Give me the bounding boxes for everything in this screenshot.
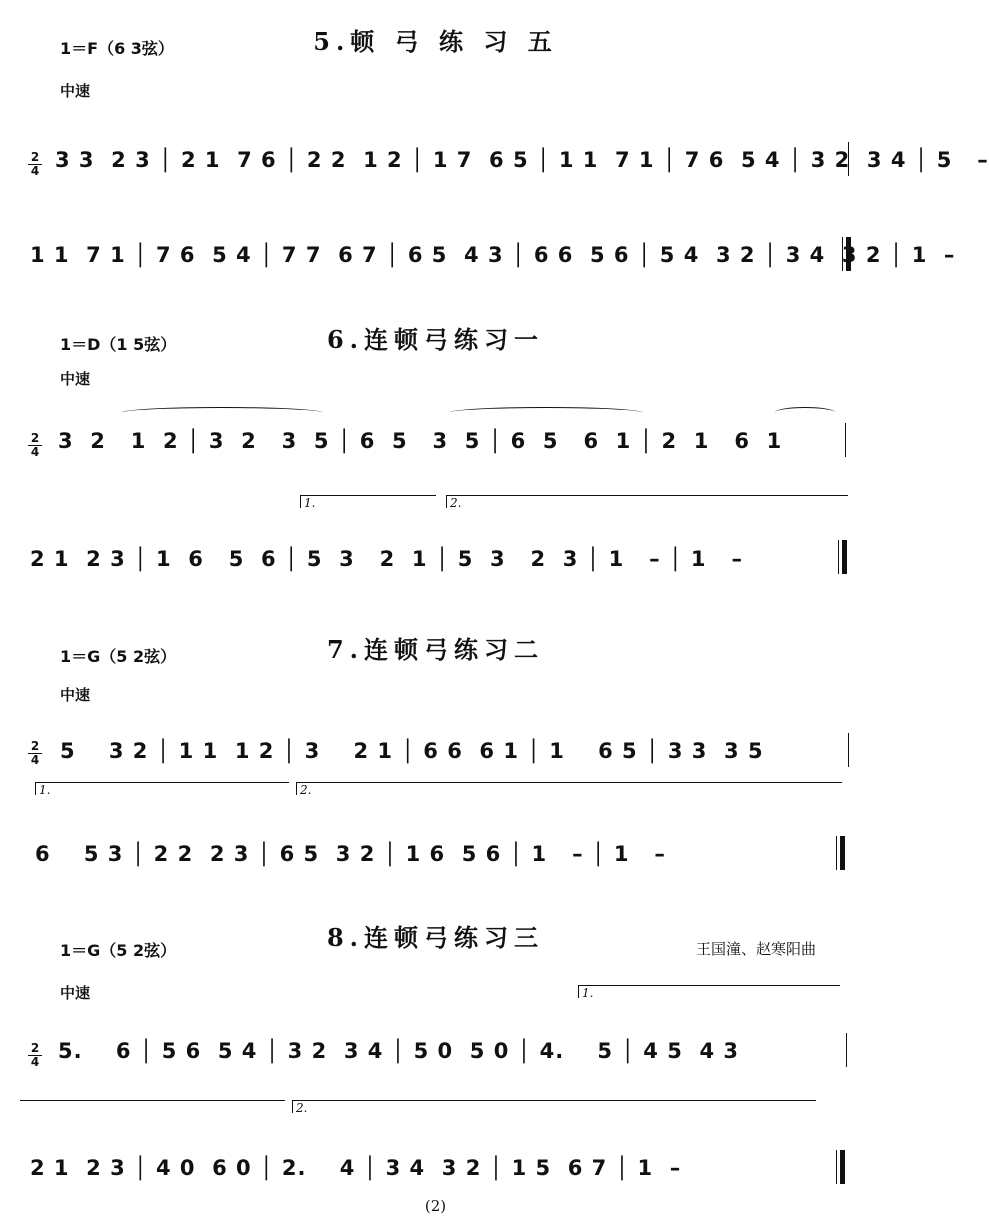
- notes-line: 6 5 3 │ 2 2 2 3 │ 6 5 3 2 │ 1 6 5 6 │ 1 – │ 1 –: [35, 842, 666, 866]
- tempo-marking: 中速: [60, 686, 91, 704]
- staff-line: [0, 205, 956, 275]
- exercise-title: 8.连顿弓练习三: [326, 923, 545, 952]
- tempo-marking: 中速: [60, 82, 91, 100]
- time-signature: 2 4: [28, 433, 42, 458]
- staff-line: [0, 705, 871, 775]
- key-signature: 1＝D（1 5弦）: [60, 335, 177, 354]
- key-signature: 1＝G（5 2弦）: [60, 647, 177, 666]
- exercise-title: 5.顿 弓 练 习 五: [313, 27, 558, 56]
- notes-line: 3 3 2 3 │ 2 1 7 6 │ 2 2 1 2 │ 1 7 6 5 │ 1 1 7 1 │ 7 6 5 4 │ 3 2 3 4 │ 5 –: [55, 148, 989, 172]
- final-barline: [842, 237, 851, 271]
- time-signature: 2 4: [28, 152, 42, 177]
- volta-first-ending: 1.: [300, 495, 436, 508]
- notes-line: 2 1 2 3 │ 4 0 6 0 │ 2. 4 │ 3 4 3 2 │ 1 5 6 7 │ 1 –: [30, 1156, 682, 1180]
- final-barline: [836, 1150, 845, 1184]
- tempo-marking: 中速: [60, 984, 91, 1002]
- volta-second-ending: 2.: [296, 782, 842, 795]
- staff-line: [0, 985, 871, 1069]
- staff-line: [0, 395, 871, 465]
- volta-second-ending: 2.: [446, 495, 848, 508]
- barline: [848, 142, 849, 176]
- notes-line: 1 1 7 1 │ 7 6 5 4 │ 7 7 6 7 │ 6 5 4 3 │ 6 6 5 6 │ 5 4 3 2 │ 3 4 3 2 │ 1 –: [30, 243, 956, 267]
- time-signature: 2 4: [28, 1043, 42, 1068]
- barline: [846, 1033, 847, 1067]
- exercise-title: 6.连顿弓练习一: [326, 325, 545, 354]
- volta-first-ending: 1.: [35, 782, 289, 795]
- time-signature: 2 4: [28, 741, 42, 766]
- staff-line: [0, 495, 871, 571]
- final-barline: [836, 836, 845, 870]
- staff-line: [0, 110, 989, 180]
- composer-credit: 王国潼、赵寒阳曲: [695, 940, 816, 958]
- notes-line: 5 3 2 │ 1 1 1 2 │ 3 2 1 │ 6 6 6 1 │ 1 6 5 │ 3 3 3 5: [60, 739, 764, 763]
- staff-line: [0, 782, 871, 866]
- exercise-title: 7.连顿弓练习二: [326, 635, 545, 664]
- barline: [848, 733, 849, 767]
- staff-line: [0, 1100, 871, 1180]
- final-barline: [838, 540, 847, 574]
- notes-line: 5. 6 │ 5 6 5 4 │ 3 2 3 4 │ 5 0 5 0 │ 4. 5 │ 4 5 4 3: [58, 1039, 739, 1063]
- volta-second-ending: 2.: [292, 1100, 816, 1113]
- volta-first-ending: 1.: [578, 985, 840, 998]
- slur: [122, 407, 322, 418]
- barline: [845, 423, 846, 457]
- key-signature: 1＝F（6 3弦）: [60, 39, 174, 58]
- slur: [450, 407, 642, 418]
- slur: [775, 407, 835, 418]
- page-number: (2): [424, 1197, 447, 1215]
- tempo-marking: 中速: [60, 370, 91, 388]
- key-signature: 1＝G（5 2弦）: [60, 941, 177, 960]
- notes-line: 3 2 1 2 │ 3 2 3 5 │ 6 5 3 5 │ 6 5 6 1 │ 2 1 6 1: [58, 429, 783, 453]
- notes-line: 2 1 2 3 │ 1 6 5 6 │ 5 3 2 1 │ 5 3 2 3 │ 1 – │ 1 –: [30, 547, 743, 571]
- volta-first-ending-continued: [20, 1100, 285, 1113]
